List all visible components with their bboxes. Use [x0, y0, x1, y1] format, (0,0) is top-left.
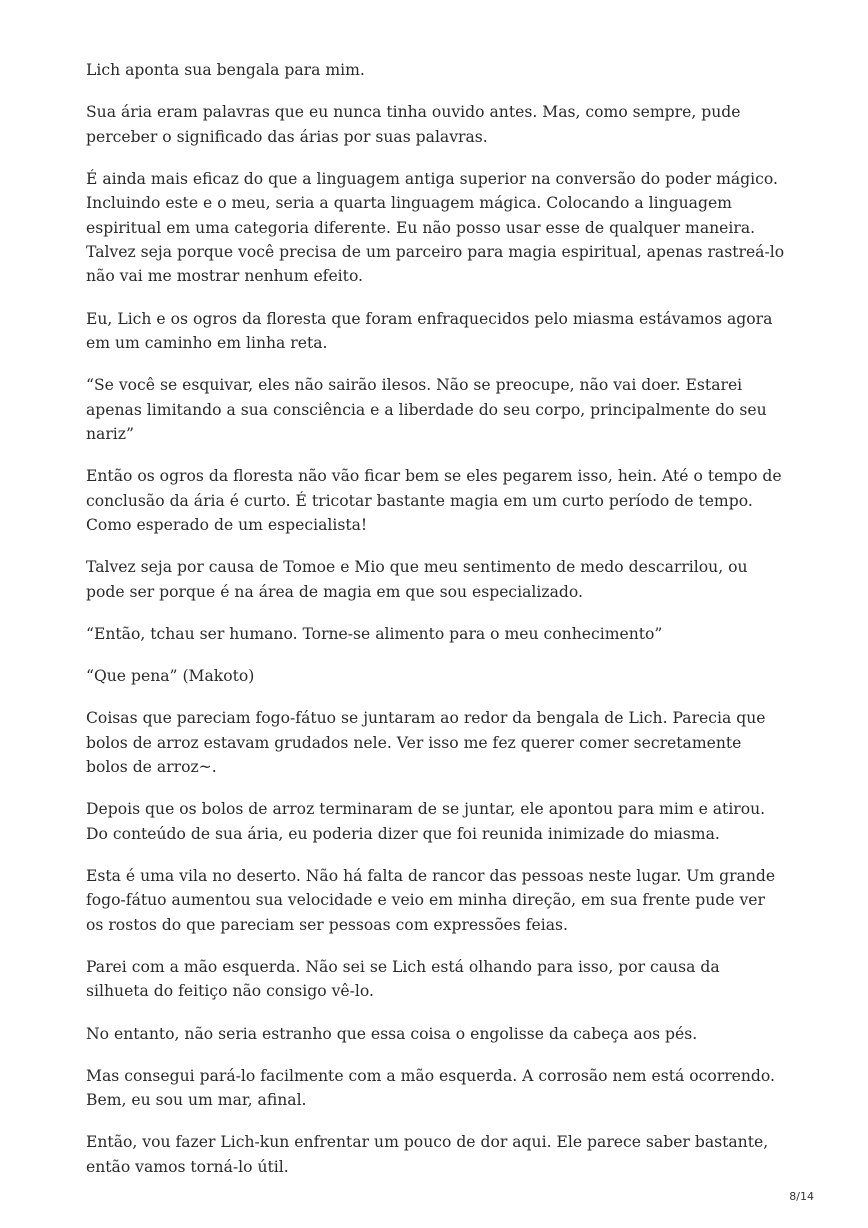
paragraph: Lich aponta sua bengala para mim.	[86, 61, 365, 79]
paragraph: “Se você se esquivar, eles não sairão ilesos. Não se preocupe, não vai doer. Estarei apenas limitando a sua consciência e a liberdade do seu corpo, principalmente do seu nariz”	[86, 376, 767, 444]
paragraph: Mas consegui pará-lo facilmente com a mão esquerda. A corrosão nem está ocorrendo. Bem, eu sou um mar, afinal.	[86, 1066, 775, 1110]
paragraph: “Então, tchau ser humano. Torne-se alimento para o meu conhecimento”	[86, 624, 663, 643]
paragraph: Então, vou fazer Lich-kun enfrentar um pouco de dor aqui. Ele parece saber bastante, então vamos torná-lo útil.	[86, 1133, 769, 1176]
paragraph: Depois que os bolos de arroz terminaram de se juntar, ele apontou para mim e atirou. Do conteúdo de sua ária, eu poderia dizer que foi reunida inimizade do miasma.	[86, 800, 766, 843]
paragraph: É ainda mais eficaz do que a linguagem antiga superior na conversão do poder mágico. Incluindo este e o meu, seria a quarta linguagem mágica. Colocando a linguagem espiritual em uma categoria diferente. Eu não posso usar esse de qualquer maneira. Talvez seja porque você precisa de um parceiro para magia espiritual, apenas rastreá-lo não vai me mostrar nenhum efeito.	[86, 169, 785, 286]
paragraph: Parei com a mão esquerda. Não sei se Lich está olhando para isso, por causa da silhueta do feitiço não consigo vê-lo.	[86, 957, 720, 1001]
page-number: 8/14	[789, 1190, 814, 1203]
paragraph: No entanto, não seria estranho que essa coisa o engolisse da cabeça aos pés.	[86, 1024, 698, 1043]
paragraph: Eu, Lich e os ogros da floresta que foram enfraquecidos pelo miasma estávamos agora em um caminho em linha reta.	[86, 309, 773, 353]
paragraph: “Que pena” (Makoto)	[86, 667, 255, 686]
paragraph: Coisas que pareciam fogo-fátuo se juntaram ao redor da bengala de Lich. Parecia que bolos de arroz estavam grudados nele. Ver isso me fez querer comer secretamente bolos de arroz~.	[86, 709, 766, 777]
paragraph: Talvez seja por causa de Tomoe e Mio que meu sentimento de medo descarrilou, ou pode ser porque é na área de magia em que sou especializado.	[86, 558, 748, 601]
paragraph: Então os ogros da floresta não vão ficar bem se eles pegarem isso, hein. Até o tempo de conclusão da ária é curto. É tricotar bastante magia em um curto período de tempo. Como esperado de um especialista!	[86, 467, 782, 535]
paragraph: Esta é uma vila no deserto. Não há falta de rancor das pessoas neste lugar. Um grande fogo-fátuo aumentou sua velocidade e veio em minha direção, em sua frente pude ver os rostos do que pareciam ser pessoas com expressões feias.	[86, 866, 776, 934]
document-page	[86, 58, 786, 1197]
paragraph: Sua ária eram palavras que eu nunca tinha ouvido antes. Mas, como sempre, pude perceber o significado das árias por suas palavras.	[86, 103, 741, 146]
